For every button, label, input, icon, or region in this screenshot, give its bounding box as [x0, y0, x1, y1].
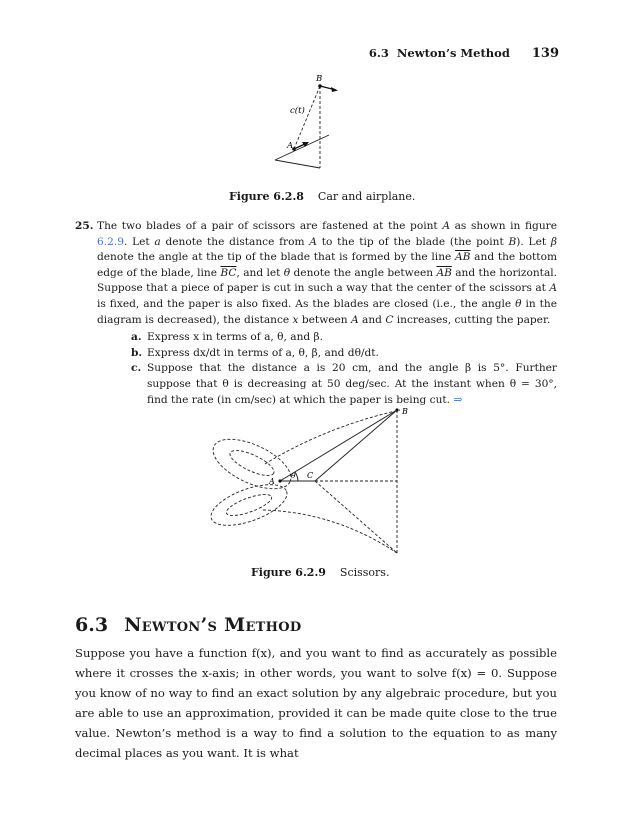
lower-handle-inner: [224, 490, 274, 520]
problem-number: 25.: [75, 220, 94, 232]
figure-link[interactable]: 6.2.9: [97, 235, 124, 248]
t11: β: [550, 235, 558, 248]
label-b: B: [402, 407, 408, 416]
t16: , and let: [236, 266, 284, 279]
t26: between: [298, 313, 351, 326]
problem-25: [75, 219, 557, 408]
running-head-title-text: Newton’s Method: [396, 46, 510, 60]
caption-text: Scissors.: [339, 566, 390, 579]
label-a: A: [269, 477, 275, 486]
t12: denote the angle at the tip of the blade that is formed by the line: [97, 251, 456, 264]
lower-handle-outer: [206, 476, 292, 533]
label-a: A: [287, 141, 294, 151]
part-a-text: Express x in terms of a, θ, and β.: [147, 331, 324, 344]
ground-line: [275, 135, 329, 160]
label-ct: c(t): [290, 106, 305, 116]
caption-label: Figure 6.2.9: [251, 566, 326, 579]
page-number: 139: [531, 46, 559, 61]
t9: B: [508, 235, 517, 248]
t18: denote the angle between: [290, 266, 437, 279]
figure-6-2-9: [205, 402, 420, 562]
t8: to the tip of the blade (the point: [316, 235, 509, 248]
t5: a: [154, 235, 161, 248]
t25: x: [292, 313, 299, 326]
t0: The two blades of a pair of scissors are fastened at the point: [97, 220, 443, 232]
problem-parts: [75, 330, 557, 408]
t24: in the diagram is decreased), the distance: [97, 297, 557, 326]
t21: A: [549, 282, 557, 295]
body-paragraph: Suppose you have a function f(x), and you want to find as accurately as possible where it crosses the x-axis; in other words, you want to solve f(x) = 0. Suppose you know of no way to find an exact solution by any algebraic procedure, but you are able to use an approximation, provided it can be made quite close to the true value. Newton’s method is a way to find a solution to the equation to as many decimal places as you want. It is what: [75, 646, 557, 760]
figure-6-2-8-caption: [229, 190, 415, 203]
airplane-arrowhead: [331, 87, 338, 92]
caption-text: Car and airplane.: [317, 190, 416, 203]
point-b-dot: [395, 408, 398, 411]
bottom-line: [275, 160, 320, 168]
label-c: C: [307, 471, 314, 480]
part-c-text: Suppose that the distance a is 20 cm, and the angle β is 5°. Further suppose that θ is decreasing at 50 deg/sec. At the instant when θ = 30°, find the rate (in cm/sec) at which the paper is being cut.: [147, 362, 557, 406]
t29: C: [385, 313, 394, 326]
t10: ). Let: [516, 235, 551, 248]
part-a: [75, 330, 557, 346]
upper-handle-inner: [227, 446, 277, 481]
t15: $\overline{BC}$: [220, 266, 237, 279]
t13: $\overline{AB}$: [455, 251, 471, 264]
section-number: 6.3: [75, 614, 109, 636]
part-b: [75, 346, 557, 362]
upper-handle-outer: [206, 429, 298, 499]
t7: A: [309, 235, 317, 248]
t28: and: [358, 313, 386, 326]
ct-dashed: [294, 86, 320, 149]
t27: A: [351, 313, 359, 326]
t17: θ: [283, 266, 291, 279]
figure-6-2-9-caption: [251, 566, 389, 579]
caption-label: Figure 6.2.8: [229, 190, 304, 203]
section-title: Newton’s Method: [124, 614, 302, 636]
label-b: B: [316, 74, 323, 84]
t22: is fixed, and the paper is also fixed. As the blades are closed (i.e., the angle: [97, 297, 516, 310]
point-a-dot: [278, 479, 281, 482]
problem-text: [97, 219, 557, 328]
t19: $\overline{AB}$: [436, 266, 452, 279]
line-bc: [315, 410, 397, 481]
part-b-label: b.: [131, 346, 143, 359]
running-head-title: [369, 46, 510, 61]
part-b-text: Express dx/dt in terms of a, θ, β, and dθ/dt.: [147, 346, 379, 359]
lower-blade-outline: [263, 510, 397, 553]
part-a-label: a.: [131, 331, 142, 344]
t20: and the horizontal. Suppose that a piece of paper is cut in such a way that the center of the scissors at: [97, 266, 558, 295]
t14: and the bottom edge of the blade, line: [97, 251, 557, 279]
section-heading: [75, 614, 301, 636]
part-c-label: c.: [131, 362, 142, 375]
running-head-section: 6.3: [368, 46, 389, 60]
label-theta: θ: [291, 471, 296, 480]
lower-blade-edge: [315, 481, 397, 553]
t23: θ: [515, 297, 522, 310]
t30: increases, cutting the paper.: [393, 313, 551, 326]
answer-arrow-icon[interactable]: ⇒: [453, 393, 463, 406]
upper-blade-outline: [265, 410, 400, 464]
t2: as shown in figure: [449, 220, 557, 232]
running-head: [369, 46, 559, 61]
figure-6-2-8: [255, 72, 365, 182]
t4: . Let: [123, 235, 155, 248]
t6: denote the distance from: [160, 235, 310, 248]
t1: A: [442, 220, 450, 232]
